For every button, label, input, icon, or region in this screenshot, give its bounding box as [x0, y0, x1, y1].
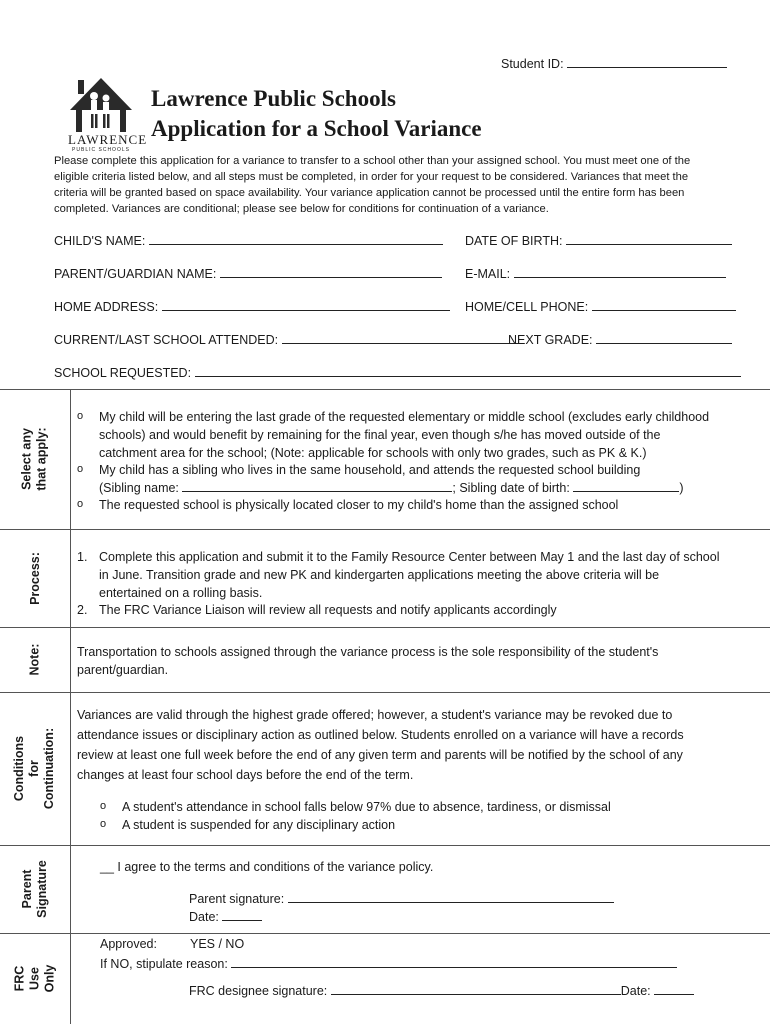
signature-section-label: Parent Signature [20, 860, 49, 918]
logo-subtitle: PUBLIC SCHOOLS [72, 147, 130, 153]
current-school-field [54, 331, 520, 347]
school-logo [68, 76, 148, 153]
process-step-line: entertained on a rolling basis. [99, 586, 263, 600]
logo-name: LAWRENCE [68, 132, 148, 147]
sibling-name-blank[interactable] [182, 479, 452, 492]
dob-field [465, 232, 732, 248]
select-item-3[interactable]: The requested school is physically located closer to my child's home than the assigned school [99, 498, 619, 512]
note-section-label: Note: [27, 643, 42, 676]
frc-designee-field [189, 982, 694, 998]
intro-line: eligible criteria listed below, and all steps must be completed, in order for your request to be considered. Variances that meet the [54, 171, 689, 183]
stipulate-field [100, 955, 677, 971]
process-step-line: in June. Transition grade and new PK and kindergarten applications meeting the above criteria will be [99, 568, 660, 582]
process-step-1 [99, 548, 719, 602]
current-school-label: CURRENT/LAST SCHOOL ATTENDED: [54, 333, 279, 347]
parent-signature-label: Parent signature: [189, 892, 285, 906]
student-id-label: Student ID: [501, 57, 564, 71]
child-name-blank[interactable] [149, 232, 443, 245]
conditions-line: review at least one full week before the end of any given term and parents will be notified by the school of any [77, 748, 683, 762]
select-item-line: My child has a sibling who lives in the same household, and attends the requested school building [99, 463, 641, 477]
parent-date-field [189, 908, 262, 924]
parent-name-field [54, 265, 442, 281]
process-step-2: The FRC Variance Liaison will review all requests and notify applicants accordingly [99, 603, 557, 617]
bullet-icon: o [77, 498, 84, 510]
intro-line: completed. Variances are conditional; please see below for conditions for continuation of a variance. [54, 203, 549, 215]
email-blank[interactable] [514, 265, 726, 278]
bullet-icon: o [100, 800, 107, 812]
parent-date-blank[interactable] [222, 908, 262, 921]
sibling-dob-blank[interactable] [573, 479, 679, 492]
select-section-label: Select any that apply: [19, 427, 49, 491]
home-address-field [54, 298, 450, 314]
dob-blank[interactable] [566, 232, 732, 245]
next-grade-field [508, 331, 732, 347]
note-line: parent/guardian. [77, 663, 169, 677]
select-item-line: My child will be entering the last grade of the requested elementary or middle school (excludes early childhood [99, 410, 710, 424]
school-requested-field [54, 364, 741, 380]
email-field [465, 265, 726, 281]
select-item-line: catchment area for the school; (Note: applicable for schools with only two grades, such as PK & K.) [99, 446, 647, 460]
conditions-section-label: Conditions for Continuation: [12, 727, 57, 810]
bullet-icon: o [100, 818, 107, 830]
section-divider [0, 389, 770, 390]
frc-designee-label: FRC designee signature: [189, 984, 328, 998]
section-divider [0, 692, 770, 693]
student-id-field [501, 55, 727, 71]
bullet-icon: o [77, 463, 84, 475]
process-section-label: Process: [27, 551, 42, 605]
conditions-line: attendance issues or disciplinary action as outlined below. Students enrolled on a variance will have a records [77, 728, 684, 742]
house-logo-icon [68, 76, 134, 134]
parent-name-label: PARENT/GUARDIAN NAME: [54, 267, 217, 281]
phone-blank[interactable] [592, 298, 736, 311]
step-number: 2. [77, 603, 88, 617]
select-item-2[interactable] [99, 461, 683, 497]
phone-field [465, 298, 736, 314]
select-item-1[interactable] [99, 408, 709, 462]
title-line-2: Application for a School Variance [151, 116, 482, 141]
parent-date-label: Date: [189, 910, 219, 924]
approved-label: Approved: [100, 937, 157, 951]
stipulate-blank[interactable] [231, 955, 677, 968]
parent-signature-field [189, 890, 614, 906]
title-line-1: Lawrence Public Schools [151, 86, 396, 111]
next-grade-label: NEXT GRADE: [508, 333, 593, 347]
dob-label: DATE OF BIRTH: [465, 234, 563, 248]
school-requested-label: SCHOOL REQUESTED: [54, 366, 192, 380]
home-address-label: HOME ADDRESS: [54, 300, 159, 314]
phone-label: HOME/CELL PHONE: [465, 300, 589, 314]
section-divider [0, 845, 770, 846]
child-name-field [54, 232, 443, 248]
child-name-label: CHILD'S NAME: [54, 234, 146, 248]
stipulate-label: If NO, stipulate reason: [100, 957, 228, 971]
section-divider [0, 933, 770, 934]
step-number: 1. [77, 550, 88, 564]
sibling-close-paren: ) [679, 481, 684, 495]
agree-checkbox-line[interactable]: __ I agree to the terms and conditions of the variance policy. [100, 860, 434, 874]
select-item-line: schools) and would benefit by remaining for the final year, even though s/he has moved outside of the [99, 428, 661, 442]
frc-designee-blank[interactable] [331, 982, 621, 995]
bullet-icon: o [77, 410, 84, 422]
home-address-blank[interactable] [162, 298, 450, 311]
section-divider [0, 529, 770, 530]
intro-paragraph [54, 153, 690, 217]
intro-line: criteria will be granted based on space availability. Your variance application cannot be processed until the entire form has been [54, 187, 685, 199]
current-school-blank[interactable] [282, 331, 520, 344]
process-step-line: Complete this application and submit it to the Family Resource Center between May 1 and the last day of school [99, 550, 720, 564]
condition-bullet-2: A student is suspended for any disciplinary action [122, 818, 396, 832]
next-grade-blank[interactable] [596, 331, 732, 344]
sibling-name-label: (Sibling name: [99, 481, 179, 495]
note-line: Transportation to schools assigned through the variance process is the sole responsibility of the student's [77, 645, 659, 659]
email-label: E-MAIL: [465, 267, 511, 281]
frc-date-label: Date: [620, 984, 651, 998]
section-divider [0, 627, 770, 628]
condition-bullet-1: A student's attendance in school falls below 97% due to absence, tardiness, or dismissal [122, 800, 611, 814]
school-requested-blank[interactable] [195, 364, 741, 377]
note-text [77, 643, 658, 679]
conditions-line: changes at least four school days before the end of the term. [77, 768, 414, 782]
frc-date-blank[interactable] [654, 982, 694, 995]
label-column-divider [70, 389, 71, 1024]
parent-name-blank[interactable] [220, 265, 442, 278]
conditions-line: Variances are valid through the highest grade offered; however, a student's variance may be revoked due to [77, 708, 673, 722]
sibling-dob-label: ; Sibling date of birth: [452, 481, 570, 495]
parent-signature-blank[interactable] [288, 890, 614, 903]
conditions-paragraph [77, 705, 684, 785]
yes-no-option[interactable]: YES / NO [190, 937, 245, 951]
frc-section-label: FRC Use Only [12, 964, 57, 993]
intro-line: Please complete this application for a variance to transfer to a school other than your assigned school. You must meet one of the [54, 155, 691, 167]
student-id-blank[interactable] [567, 55, 727, 68]
